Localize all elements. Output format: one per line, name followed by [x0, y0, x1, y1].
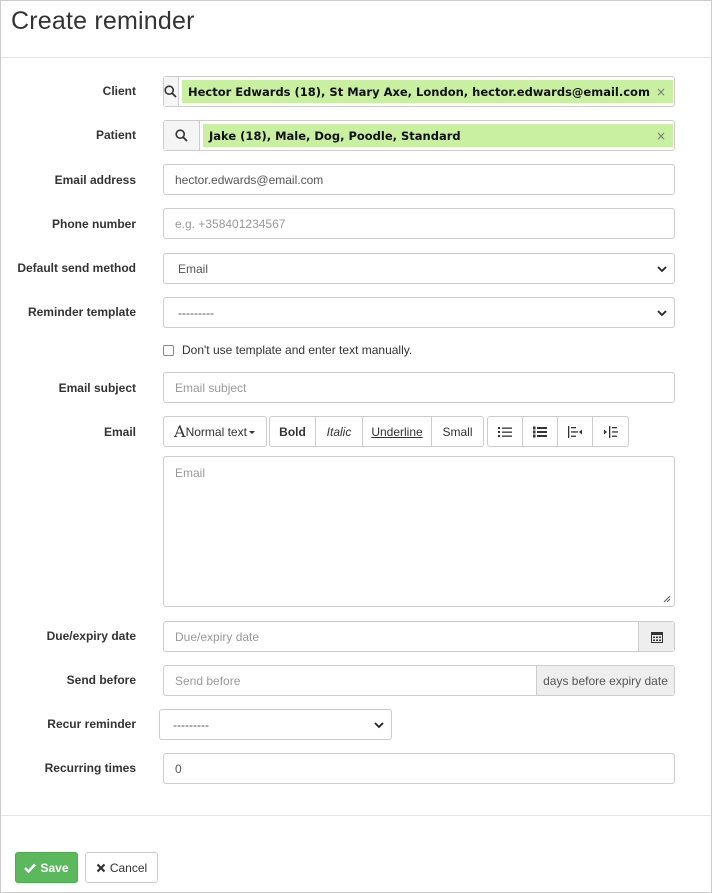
calendar-button[interactable]: [638, 622, 674, 651]
reminder-template-label: Reminder template: [27, 305, 136, 319]
ordered-list-icon: [533, 426, 547, 438]
phone-number-label: Phone number: [51, 217, 136, 231]
manual-text-checkbox[interactable]: [163, 345, 174, 356]
send-before-label: Send before: [66, 673, 136, 687]
calendar-icon: [651, 631, 663, 643]
search-icon: [164, 85, 177, 98]
manual-text-label: Don't use template and enter text manually.: [182, 343, 413, 357]
client-select[interactable]: [163, 76, 675, 107]
list-format-group: [487, 416, 629, 447]
recur-reminder-select[interactable]: [159, 709, 392, 740]
send-before-addon: days before expiry date: [536, 666, 674, 695]
outdent-button[interactable]: [558, 417, 593, 446]
phone-number-input[interactable]: e.g. +358401234567: [163, 208, 675, 239]
indent-icon: [604, 426, 618, 438]
reminder-template-value: ---------: [178, 305, 214, 320]
save-button[interactable]: [15, 852, 78, 883]
patient-tag-text: Jake (18), Male, Dog, Poodle, Standard: [209, 128, 461, 143]
client-label: Client: [102, 84, 136, 98]
check-icon: [24, 863, 36, 873]
chevron-down-icon: [656, 263, 668, 275]
send-before-input[interactable]: [163, 665, 675, 696]
client-tag-text: Hector Edwards (18), St Mary Axe, London, hector.edwards@email.com: [187, 84, 650, 99]
text-style-group: [269, 416, 484, 447]
font-icon: A: [174, 422, 186, 441]
email-address-label: Email address: [54, 173, 136, 187]
ordered-list-button[interactable]: [523, 417, 558, 446]
due-date-placeholder: Due/expiry date: [175, 629, 260, 644]
close-icon: [96, 863, 106, 873]
client-search-button[interactable]: [164, 77, 179, 106]
small-button[interactable]: Small: [442, 424, 473, 439]
format-dropdown-button[interactable]: [164, 417, 266, 446]
format-dropdown-label: Normal text: [185, 424, 247, 439]
format-dropdown-group: [163, 416, 267, 447]
email-label: Email: [103, 425, 136, 439]
chevron-down-icon: [373, 719, 385, 731]
client-tag: [182, 80, 673, 103]
caret-down-icon: [248, 428, 256, 436]
patient-tag: [203, 124, 673, 147]
email-address-input[interactable]: hector.edwards@email.com: [163, 164, 675, 195]
patient-select[interactable]: [163, 120, 675, 151]
due-date-label: Due/expiry date: [46, 629, 136, 643]
page-title: Create reminder: [11, 7, 195, 35]
underline-button[interactable]: Underline: [363, 417, 432, 446]
cancel-button[interactable]: [85, 852, 158, 883]
client-remove-icon[interactable]: ×: [655, 84, 666, 99]
chevron-down-icon: [656, 307, 668, 319]
email-body-placeholder: Email: [175, 466, 206, 480]
patient-label: Patient: [95, 128, 136, 142]
send-method-label: Default send method: [17, 261, 136, 275]
unordered-list-icon: [498, 426, 512, 438]
cancel-button-label: Cancel: [109, 860, 148, 875]
recur-reminder-label: Recur reminder: [47, 717, 136, 731]
email-subject-label: Email subject: [58, 381, 136, 395]
reminder-template-select[interactable]: [163, 297, 675, 328]
recur-reminder-value: ---------: [173, 717, 209, 732]
italic-button[interactable]: Italic: [316, 417, 363, 446]
email-body-textarea[interactable]: [163, 456, 675, 607]
due-date-input[interactable]: [163, 621, 675, 652]
resize-handle-icon[interactable]: [663, 595, 671, 603]
header-divider: [1, 57, 711, 58]
send-method-value: Email: [178, 261, 209, 276]
patient-remove-icon[interactable]: ×: [655, 128, 666, 143]
indent-button[interactable]: [593, 417, 628, 446]
recurring-times-label: Recurring times: [44, 761, 136, 775]
save-button-label: Save: [40, 860, 69, 875]
search-icon: [175, 129, 188, 142]
outdent-icon: [568, 426, 582, 438]
send-before-placeholder: Send before: [175, 673, 241, 688]
unordered-list-button[interactable]: [488, 417, 523, 446]
patient-search-button[interactable]: [164, 121, 200, 150]
send-method-select[interactable]: [163, 253, 675, 284]
footer-divider: [1, 815, 711, 816]
email-subject-input[interactable]: Email subject: [163, 372, 675, 403]
recurring-times-input[interactable]: 0: [163, 753, 675, 784]
manual-text-option[interactable]: [163, 343, 412, 357]
bold-button[interactable]: Bold: [270, 417, 316, 446]
